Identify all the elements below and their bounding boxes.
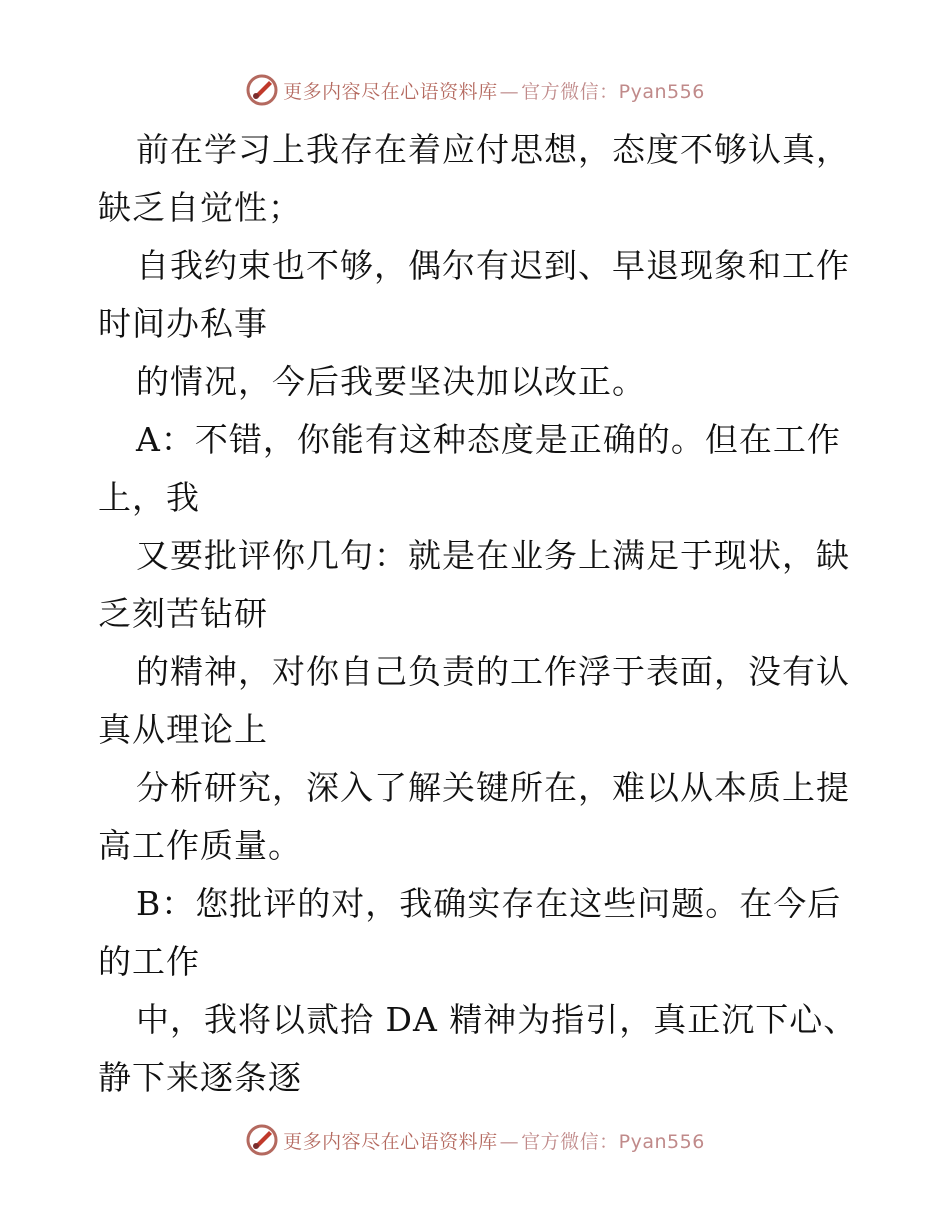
- watermark-dash: —: [499, 80, 520, 103]
- paragraph-line: 乏刻苦钻研: [98, 594, 268, 633]
- watermark-text: [283, 77, 705, 104]
- paragraph: [98, 875, 858, 991]
- paragraph-line: 分析研究，深入了解关键所在，难以从本质上提: [136, 768, 850, 807]
- footer-watermark: [0, 1120, 950, 1160]
- paragraph: [98, 411, 858, 527]
- paragraph-line: 的工作: [98, 942, 200, 981]
- paragraph: [98, 991, 858, 1107]
- paragraph-line: 的精神，对你自己负责的工作浮于表面，没有认: [136, 652, 850, 691]
- watermark-brand: 更多内容尽在心语资料库: [283, 1130, 498, 1153]
- paragraph-line: B：您批评的对，我确实存在这些问题。在今后: [136, 884, 842, 923]
- paragraph-line: 中，我将以贰拾 DA 精神为指引，真正沉下心、: [136, 1000, 858, 1039]
- paragraph-line: A：不错，你能有这种态度是正确的。但在工作: [136, 420, 841, 459]
- paragraph: [98, 353, 858, 411]
- paragraph-line: 缺乏自觉性；: [98, 188, 302, 227]
- document-body: [98, 121, 858, 1107]
- paragraph-line: 的情况，今后我要坚决加以改正。: [136, 362, 646, 401]
- paragraph-line: 真从理论上: [98, 710, 268, 749]
- brand-logo-icon: [245, 1123, 279, 1157]
- paragraph-line: 自我约束也不够，偶尔有迟到、早退现象和工作: [136, 246, 850, 285]
- paragraph: [98, 527, 858, 643]
- paragraph-line: 静下来逐条逐: [98, 1058, 302, 1097]
- brand-logo-icon: [245, 73, 279, 107]
- paragraph-line: 时间办私事: [98, 304, 268, 343]
- paragraph-line: 又要批评你几句：就是在业务上满足于现状，缺: [136, 536, 850, 575]
- paragraph-line: 高工作质量。: [98, 826, 302, 865]
- watermark-text: [283, 1127, 705, 1154]
- watermark-contact: 官方微信：Pyan556: [521, 1130, 705, 1153]
- paragraph-line: 上，我: [98, 478, 200, 517]
- paragraph-line: 前在学习上我存在着应付思想，态度不够认真，: [136, 130, 850, 169]
- paragraph: [98, 121, 858, 237]
- paragraph: [98, 759, 858, 875]
- watermark-contact: 官方微信：Pyan556: [521, 80, 705, 103]
- watermark-dash: —: [499, 1130, 520, 1153]
- header-watermark: [0, 70, 950, 110]
- paragraph: [98, 237, 858, 353]
- paragraph: [98, 643, 858, 759]
- watermark-brand: 更多内容尽在心语资料库: [283, 80, 498, 103]
